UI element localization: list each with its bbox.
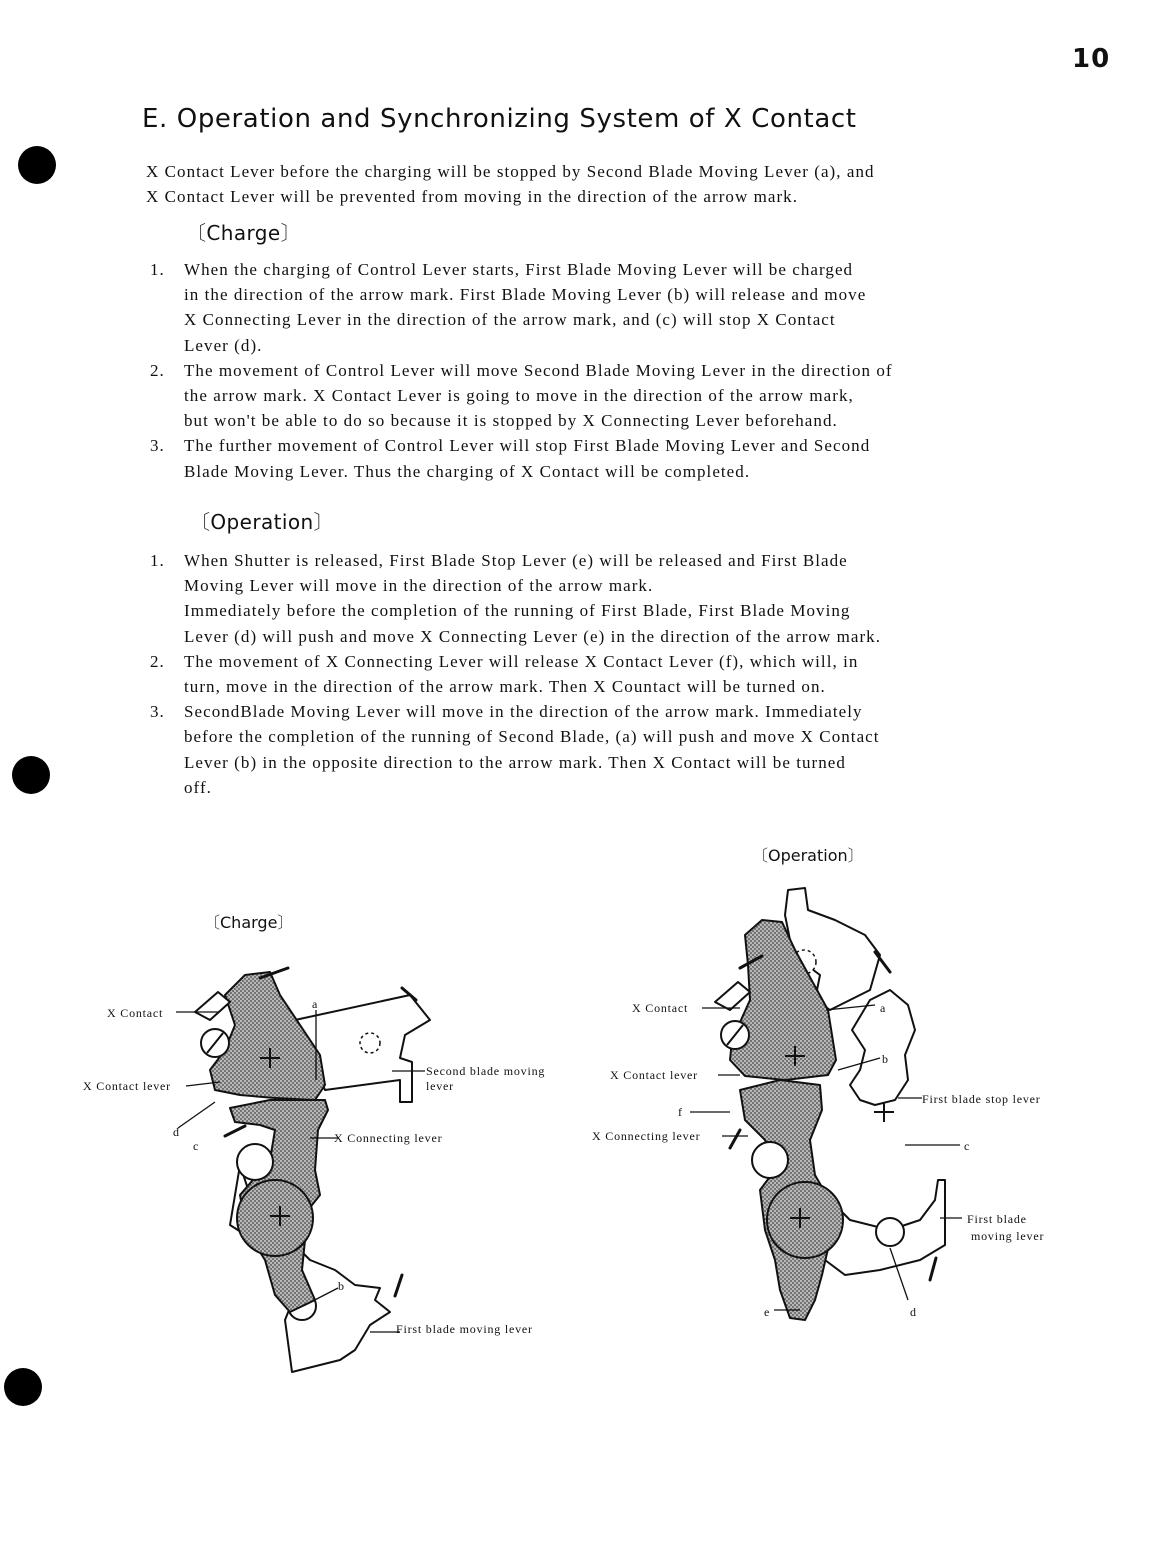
item-number: 2. bbox=[150, 360, 165, 380]
arrow-mark bbox=[930, 1258, 936, 1280]
label-a: a bbox=[312, 997, 319, 1011]
punch-hole-top bbox=[18, 146, 56, 184]
label-x-contact: X Contact bbox=[632, 1001, 689, 1015]
x-connecting-pivot bbox=[237, 1144, 273, 1180]
charge-figure-caption: 〔Charge〕 bbox=[204, 913, 294, 932]
label-x-contact: X Contact bbox=[107, 1006, 164, 1020]
label-x-contact-lever: X Contact lever bbox=[610, 1068, 698, 1082]
item-line: before the completion of the running of Second Blade, (a) will push and move X Contact bbox=[184, 727, 880, 747]
operation-section bbox=[146, 510, 1046, 800]
label-b: b bbox=[338, 1279, 345, 1293]
punch-hole-bottom bbox=[4, 1368, 42, 1406]
x-connecting-pivot bbox=[752, 1142, 788, 1178]
leader-line bbox=[178, 1102, 215, 1128]
label-x-connecting-lever: X Connecting lever bbox=[592, 1129, 701, 1143]
label-d: d bbox=[910, 1305, 917, 1319]
item-number: 1. bbox=[150, 551, 165, 570]
item-line: Lever (d) will push and move X Connecting Lever (e) in the direction of the arrow mark. bbox=[184, 626, 882, 646]
item-line: The movement of Control Lever will move Second Blade Moving Lever in the direction of bbox=[184, 360, 893, 380]
item-line: Blade Moving Lever. Thus the charging of X Contact will be completed. bbox=[184, 461, 751, 481]
item-line: the arrow mark. X Contact Lever is going to move in the direction of the arrow mark, bbox=[184, 386, 854, 406]
label-first-blade-1: First blade bbox=[967, 1212, 1027, 1226]
label-first-blade-moving-lever: First blade moving lever bbox=[396, 1322, 533, 1336]
item-line: Immediately before the completion of the running of First Blade, First Blade Moving bbox=[184, 601, 851, 621]
item-line: X Connecting Lever in the direction of the arrow mark, and (c) will stop X Contact bbox=[184, 310, 836, 330]
item-number: 3. bbox=[150, 702, 165, 722]
label-f: f bbox=[678, 1105, 683, 1119]
item-line: in the direction of the arrow mark. First Blade Moving Lever (b) will release and move bbox=[184, 285, 867, 305]
item-line: Moving Lever will move in the direction of the arrow mark. bbox=[184, 576, 654, 596]
x-contact-spring bbox=[715, 982, 750, 1010]
charge-item-1 bbox=[146, 257, 1046, 358]
label-first-blade-2: moving lever bbox=[971, 1229, 1045, 1243]
charge-item-3 bbox=[146, 433, 1046, 483]
item-line: When the charging of Control Lever starts, First Blade Moving Lever will be charged bbox=[184, 260, 854, 279]
section-title: E. Operation and Synchronizing System of X Contact bbox=[142, 104, 857, 134]
first-blade-pivot bbox=[876, 1218, 904, 1246]
charge-item-2 bbox=[146, 358, 1046, 434]
operation-item-3 bbox=[146, 699, 1046, 800]
label-first-blade-stop-lever: First blade stop lever bbox=[922, 1092, 1041, 1106]
operation-item-2 bbox=[146, 649, 1046, 699]
arrow-mark bbox=[395, 1275, 402, 1296]
label-c: c bbox=[193, 1139, 200, 1153]
label-b: b bbox=[882, 1052, 889, 1066]
charge-diagram bbox=[70, 940, 580, 1390]
operation-item-1 bbox=[146, 548, 1046, 649]
charge-heading: 〔Charge〕 bbox=[186, 221, 301, 245]
item-line: When Shutter is released, First Blade Stop Lever (e) will be released and First Blade bbox=[184, 551, 848, 570]
label-x-contact-lever: X Contact lever bbox=[83, 1079, 171, 1093]
item-line: off. bbox=[184, 777, 212, 797]
item-line: turn, move in the direction of the arrow mark. Then X Countact will be turned on. bbox=[184, 677, 826, 697]
item-line: Lever (d). bbox=[184, 335, 263, 355]
connecting-lever-hub bbox=[767, 1182, 843, 1258]
item-line: The further movement of Control Lever will stop First Blade Moving Lever and Second bbox=[184, 436, 871, 456]
operation-heading: 〔Operation〕 bbox=[190, 510, 334, 534]
label-second-blade-2: lever bbox=[426, 1079, 454, 1093]
page-number: 10 bbox=[1072, 44, 1111, 74]
arrow-mark bbox=[730, 1130, 740, 1148]
label-d: d bbox=[173, 1125, 180, 1139]
label-second-blade-1: Second blade moving bbox=[426, 1064, 546, 1078]
item-number: 1. bbox=[150, 260, 165, 279]
item-number: 3. bbox=[150, 436, 165, 456]
arrow-mark bbox=[225, 1126, 245, 1136]
punch-hole-middle bbox=[12, 756, 50, 794]
label-c: c bbox=[964, 1139, 971, 1153]
operation-figure-caption: 〔Operation〕 bbox=[752, 846, 864, 865]
pivot-hole bbox=[360, 1033, 380, 1053]
label-a: a bbox=[880, 1001, 887, 1015]
intro-line: X Contact Lever will be prevented from moving in the direction of the arrow mark. bbox=[146, 187, 799, 207]
item-line: but won't be able to do so because it is stopped by X Connecting Lever beforehand. bbox=[184, 411, 838, 431]
item-line: SecondBlade Moving Lever will move in the direction of the arrow mark. Immediately bbox=[184, 702, 863, 722]
charge-section bbox=[146, 221, 1046, 484]
intro-line: X Contact Lever before the charging will be stopped by Second Blade Moving Lever (a), and bbox=[146, 162, 875, 181]
connecting-lever-hub bbox=[237, 1180, 313, 1256]
item-line: Lever (b) in the opposite direction to the arrow mark. Then X Contact will be turned bbox=[184, 752, 846, 772]
item-line: The movement of X Connecting Lever will release X Contact Lever (f), which will, in bbox=[184, 651, 859, 671]
item-number: 2. bbox=[150, 651, 165, 671]
label-x-connecting-lever: X Connecting lever bbox=[334, 1131, 443, 1145]
intro-paragraph bbox=[146, 159, 1046, 209]
operation-diagram bbox=[590, 880, 1090, 1340]
label-e: e bbox=[764, 1305, 771, 1319]
